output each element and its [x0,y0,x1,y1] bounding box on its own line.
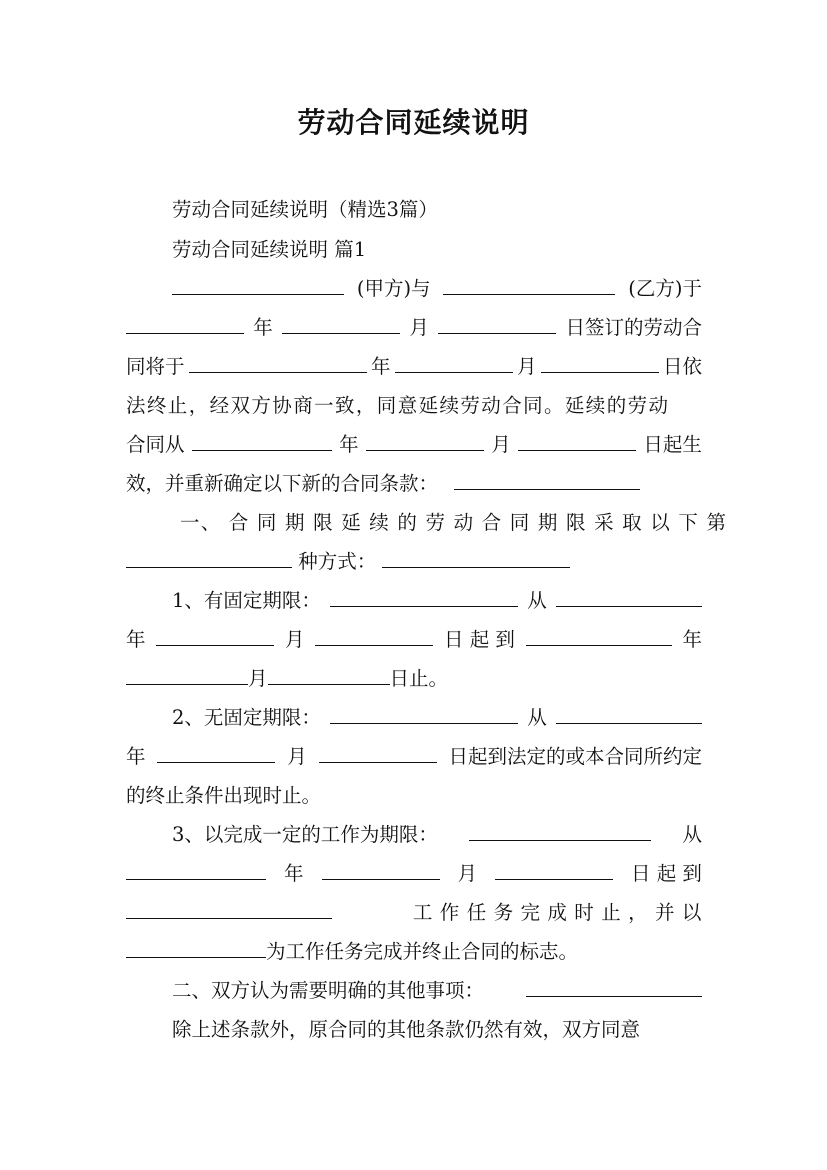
text-segment: 二、双方认为需要明确的其他事项： [172,979,485,1002]
paragraph-line [126,937,702,967]
text-segment: 年 [126,745,146,768]
fill-blank-party-a[interactable] [172,274,344,295]
fill-blank-day[interactable] [495,859,613,880]
fill-blank-completion-mark[interactable] [126,937,266,958]
text-segment: 年 [284,862,304,885]
text-segment: 月 [248,667,268,690]
text-segment: 年 [370,355,391,378]
fill-blank-from[interactable] [556,586,702,607]
fill-blank-month[interactable] [395,352,513,373]
fill-blank-month[interactable] [322,859,440,880]
text-segment: 年 [126,628,146,651]
text-segment: 同将于 [126,355,185,378]
paragraph-line: 法终止，经双方协商一致，同意延续劳动合同。延续的劳动 [126,394,670,417]
paragraph-line [126,859,702,889]
fill-blank-year[interactable] [189,352,367,373]
text-segment: 效，并重新确定以下新的合同条款： [126,472,439,495]
fill-blank-month[interactable] [268,664,390,685]
paragraph-line [126,430,702,460]
text-segment: 日起到法定的或本合同所约定 [448,745,702,768]
section-heading: 劳动合同延续说明 篇1 [172,238,367,261]
text-segment: 日起生 [643,433,702,456]
fill-blank-option[interactable] [126,547,292,568]
text-segment: 日依 [662,355,702,378]
paragraph-line: 一、 合 同 期 限 延 续 的 劳 动 合 同 期 限 采 取 以 下 第 [180,511,728,534]
paragraph-line [126,313,702,343]
text-segment: 从 [527,589,547,612]
text-segment: 年 [339,433,359,456]
fill-blank-task[interactable] [126,898,332,919]
fill-blank-party-b[interactable] [443,274,615,295]
text-segment: 月 [287,745,307,768]
text-segment: 年 [682,628,702,651]
paragraph-line [126,547,702,577]
fill-blank-month[interactable] [282,313,400,334]
fill-blank-month[interactable] [366,430,484,451]
fill-blank-open-term[interactable] [330,703,518,724]
fill-blank-task-term[interactable] [469,820,651,841]
document-subtitle: 劳动合同延续说明（精选3篇） [172,198,438,221]
paragraph-line [126,352,702,382]
fill-blank-year[interactable] [192,430,332,451]
text-segment: 3、以完成一定的工作为期限： [172,823,438,846]
paragraph-line [172,820,702,850]
paragraph-line [172,976,702,1006]
paragraph-line [172,274,702,304]
text-segment: 2、无固定期限： [172,706,321,729]
paragraph-line [126,742,702,772]
text-segment: 种方式： [298,550,377,573]
text-segment: (乙方)于 [628,277,702,300]
text-segment: (甲方)与 [356,277,431,300]
fill-blank-day[interactable] [438,313,556,334]
text-segment: 从 [682,823,702,846]
paragraph-line: 的终止条件出现时止。 [126,784,322,807]
fill-blank-year[interactable] [156,625,274,646]
fill-blank-day[interactable] [526,625,672,646]
fill-blank-other-matters[interactable] [526,976,702,997]
text-segment: 日签订的劳动合 [565,316,702,339]
text-segment: 合同从 [126,433,185,456]
text-segment: 月 [285,628,305,651]
fill-blank-month[interactable] [315,625,433,646]
fill-blank-day[interactable] [518,430,636,451]
text-segment: 从 [527,706,547,729]
fill-blank-from[interactable] [556,703,702,724]
document-title: 劳动合同延续说明 [297,106,530,139]
text-segment: 工 作 任 务 完 成 时 止 ， 并 以 [412,901,702,924]
paragraph-line [126,664,702,694]
paragraph-line [126,625,702,655]
text-segment: 日 起 到 [631,862,702,885]
paragraph-line [126,469,702,499]
fill-blank-year[interactable] [126,664,248,685]
fill-blank-month[interactable] [319,742,437,763]
paragraph-line [126,898,702,928]
text-segment: 日止。 [389,667,449,690]
text-segment: 月 [516,355,537,378]
fill-blank-fixed-term[interactable] [330,586,518,607]
text-segment: 日 起 到 [444,628,515,651]
fill-blank-day[interactable] [541,352,659,373]
fill-blank-terms[interactable] [454,469,640,490]
fill-blank-year[interactable] [157,742,275,763]
text-segment: 月 [409,316,429,339]
text-segment: 1、有固定期限： [172,589,321,612]
text-segment: 月 [491,433,511,456]
fill-blank-year[interactable] [126,859,266,880]
text-segment: 月 [457,862,478,885]
text-segment: 年 [253,316,273,339]
paragraph-line [172,586,702,616]
text-segment: 为工作任务完成并终止合同的标志。 [266,940,579,963]
fill-blank-method[interactable] [382,547,570,568]
paragraph-line [172,703,702,733]
paragraph-line: 除上述条款外，原合同的其他条款仍然有效，双方同意 [172,1018,641,1041]
fill-blank-year[interactable] [126,313,244,334]
